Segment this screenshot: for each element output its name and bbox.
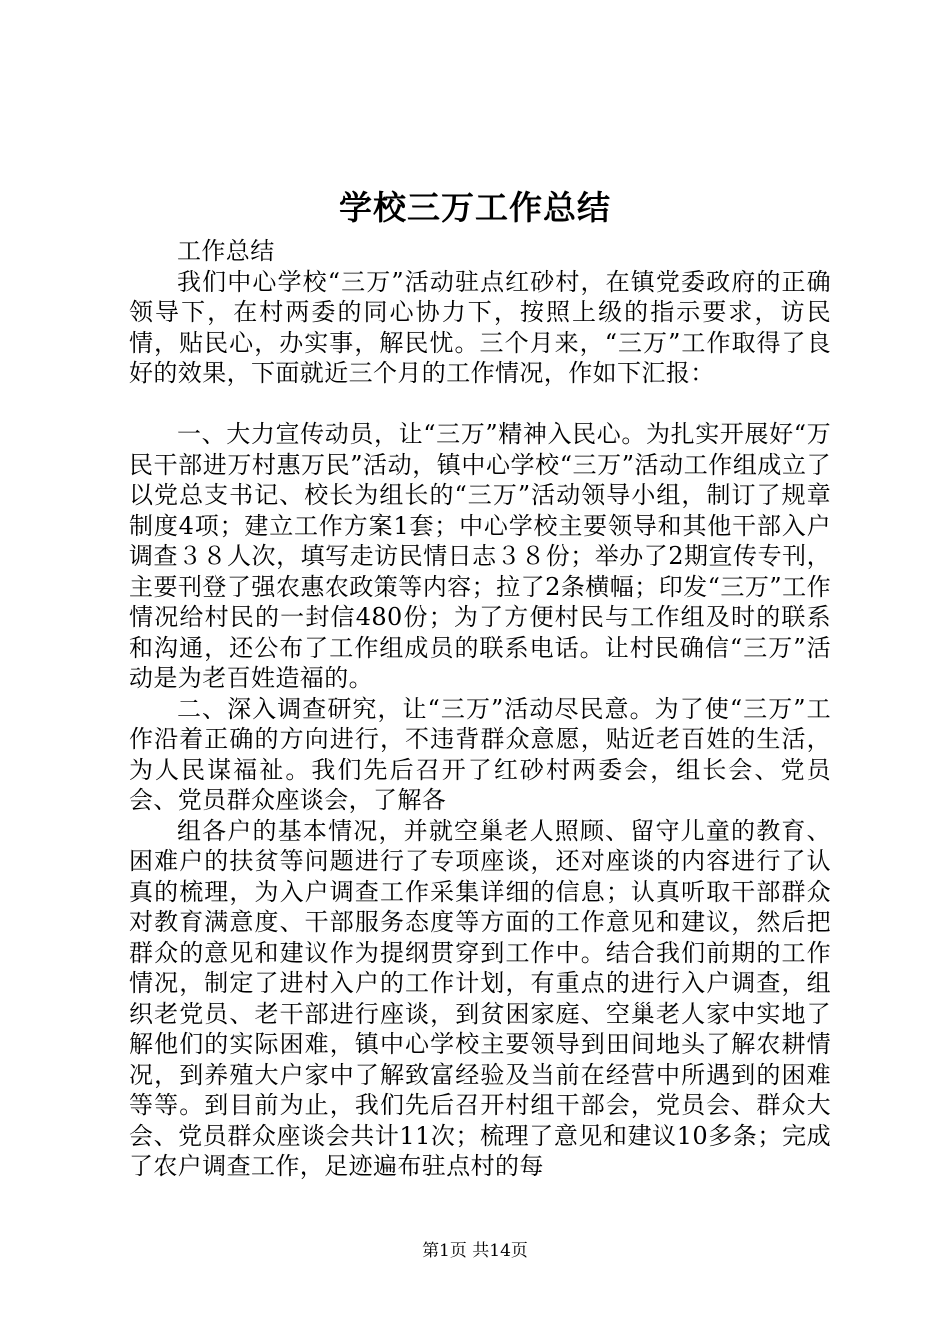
- document-title: 学校三万工作总结: [339, 188, 611, 227]
- document-body: [129, 236, 831, 1182]
- paragraph-section-two: 二、深入调查研究，让“三万”活动尽民意。为了使“三万”工作沿着正确的方向进行，不违背群众意愿，贴近老百姓的生活，为人民谋福祉。我们先后召开了红砂村两委会，组长会、党员会、党员群众座谈会，了解各: [129, 694, 831, 814]
- paragraph-section-one: 一、大力宣传动员，让“三万”精神入民心。为扎实开展好“万民干部进万村惠万民”活动，镇中心学校“三万”活动工作组成立了以党总支书记、校长为组长的“三万”活动领导小组，制订了规章制度4项；建立工作方案1套；中心学校主要领导和其他干部入户调查３８人次，填写走访民情日志３８份；举办了2期宣传专刊，主要刊登了强农惠农政策等内容；拉了2条横幅；印发“三万”工作情况给村民的一封信480份；为了方便村民与工作组及时的联系和沟通，还公布了工作组成员的联系电话。让村民确信“三万”活动是为老百姓造福的。: [129, 420, 831, 692]
- page-number-footer: 第1页 共14页: [422, 1241, 528, 1261]
- paragraph-continuation: 组各户的基本情况，并就空巢老人照顾、留守儿童的教育、困难户的扶贫等问题进行了专项座谈，还对座谈的内容进行了认真的梳理，为入户调查工作采集详细的信息；认真听取干部群众对教育满意度、干部服务态度等方面的工作意见和建议，然后把群众的意见和建议作为提纲贯穿到工作中。结合我们前期的工作情况，制定了进村入户的工作计划，有重点的进行入户调查，组织老党员、老干部进行座谈，到贫困家庭、空巢老人家中实地了解他们的实际困难，镇中心学校主要领导到田间地头了解农耕情况，到养殖大户家中了解致富经验及当前在经营中所遇到的困难等等。到目前为止，我们先后召开村组干部会，党员会、群众大会、党员群众座谈会共计11次；梳理了意见和建议10多条；完成了农户调查工作，足迹遍布驻点村的每: [129, 816, 831, 1180]
- paragraph-intro: 我们中心学校“三万”活动驻点红砂村，在镇党委政府的正确领导下，在村两委的同心协力下，按照上级的指示要求，访民情，贴民心，办实事，解民忧。三个月来，“三万”工作取得了良好的效果，下面就近三个月的工作情况，作如下汇报：: [129, 267, 831, 387]
- paragraph-spacer: [129, 389, 831, 420]
- paragraph-heading: 工作总结: [177, 237, 275, 265]
